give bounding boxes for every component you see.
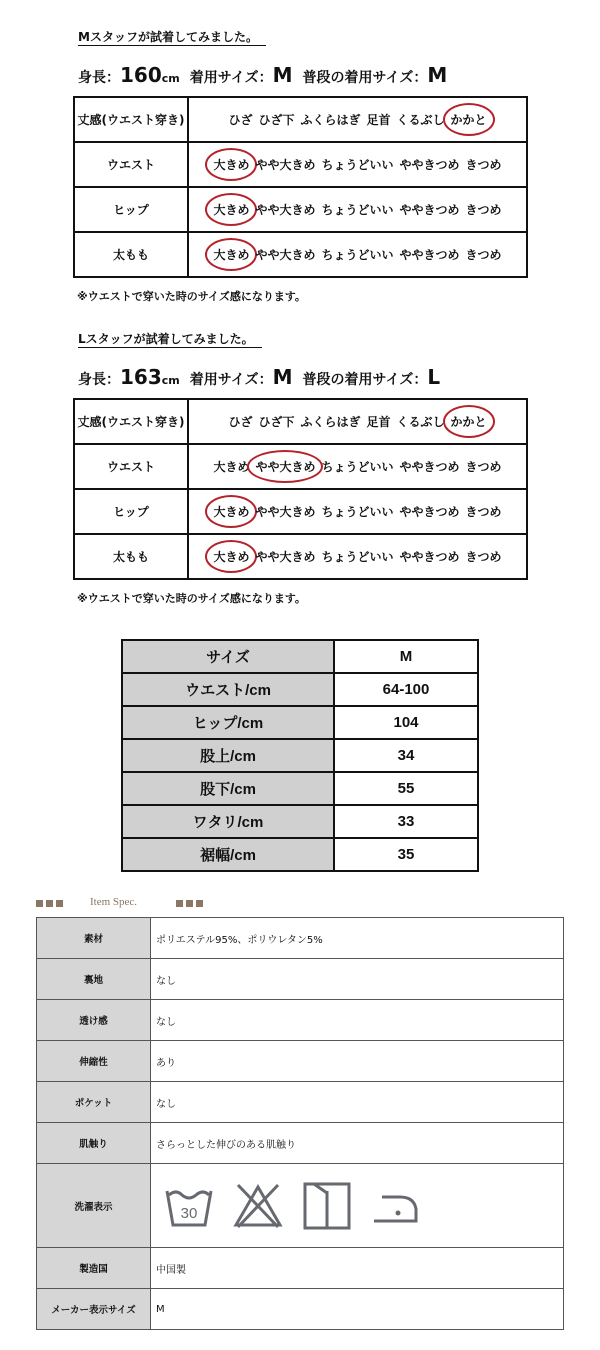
worn-size-label: 着用サイズ： xyxy=(189,372,273,388)
fit-option: やや大きめ xyxy=(255,550,316,564)
spec-row xyxy=(37,1289,564,1330)
spec-row xyxy=(37,959,564,1000)
fit-row-options xyxy=(188,444,527,489)
spec-value: M xyxy=(151,1289,564,1330)
square-icon xyxy=(36,900,43,907)
spec-row xyxy=(37,1041,564,1082)
fit-option: ややきつめ xyxy=(399,158,460,172)
size-table-row xyxy=(123,740,477,773)
fit-option: きつめ xyxy=(465,550,502,564)
spec-value: なし xyxy=(151,1000,564,1041)
fit-row-options xyxy=(188,97,527,142)
size-table-row xyxy=(123,806,477,839)
fit-row-options xyxy=(188,489,527,534)
fit-row-label: 太もも xyxy=(74,534,188,579)
fit-row-label: ウエスト xyxy=(74,142,188,187)
fit-row-label: 太もも xyxy=(74,232,188,277)
spec-row xyxy=(37,1123,564,1164)
usual-size-value: M xyxy=(427,63,448,87)
square-icon xyxy=(56,900,63,907)
height-value: 163 xyxy=(120,365,162,389)
fit-option: ややきつめ xyxy=(399,460,460,474)
spec-key: 裏地 xyxy=(37,959,151,1000)
fit-table-l xyxy=(73,398,528,580)
spec-key: ポケット xyxy=(37,1082,151,1123)
height-value: 160 xyxy=(120,63,162,87)
square-icon xyxy=(46,900,53,907)
size-key: 股下/cm xyxy=(123,773,335,806)
iron-low-icon xyxy=(370,1181,420,1231)
size-table-row xyxy=(123,674,477,707)
worn-size-value: M xyxy=(272,365,293,389)
size-table-row xyxy=(123,707,477,740)
wash-30-icon xyxy=(164,1181,214,1231)
fit-row-options xyxy=(188,187,527,232)
fit-option: ひざ下 xyxy=(258,415,295,429)
fit-row-options xyxy=(188,232,527,277)
size-key: ヒップ/cm xyxy=(123,707,335,740)
spec-key: 素材 xyxy=(37,918,151,959)
fit-option: 足首 xyxy=(366,113,391,127)
staff-l-title: Lスタッフが試着してみました。 xyxy=(78,332,262,348)
fit-row xyxy=(74,399,527,444)
size-value: M xyxy=(335,641,477,674)
fit-option: くるぶし xyxy=(396,415,445,429)
fit-option-selected: 大きめ xyxy=(213,158,250,172)
fit-option: 大きめ xyxy=(213,460,250,474)
spec-key: 肌触り xyxy=(37,1123,151,1164)
item-spec-title: Item Spec. xyxy=(90,896,138,908)
fit-option: くるぶし xyxy=(396,113,445,127)
fit-option: ふくらはぎ xyxy=(300,415,361,429)
fit-option-selected: かかと xyxy=(450,113,487,127)
fit-option: ふくらはぎ xyxy=(300,113,361,127)
fit-option: ややきつめ xyxy=(399,248,460,262)
size-table xyxy=(121,639,479,872)
spec-row xyxy=(37,1082,564,1123)
spec-value: なし xyxy=(151,959,564,1000)
fit-table-m xyxy=(73,96,528,278)
fit-option: ややきつめ xyxy=(399,505,460,519)
worn-size-value: M xyxy=(272,63,293,87)
spec-row-wash xyxy=(37,1164,564,1248)
fit-row xyxy=(74,187,527,232)
size-value: 55 xyxy=(335,773,477,806)
wash-temp-label: 30 xyxy=(180,1204,198,1222)
fit-option: ちょうどいい xyxy=(321,505,394,519)
fit-option: ちょうどいい xyxy=(321,550,394,564)
fit-option-selected: 大きめ xyxy=(213,505,250,519)
size-table-header xyxy=(123,641,477,674)
square-icon xyxy=(196,900,203,907)
fit-option: ひざ xyxy=(228,113,253,127)
no-bleach-icon xyxy=(232,1181,284,1231)
square-icon xyxy=(176,900,183,907)
fit-option-selected: 大きめ xyxy=(213,203,250,217)
spec-key: 製造国 xyxy=(37,1248,151,1289)
size-value: 64-100 xyxy=(335,674,477,707)
wash-icons-cell xyxy=(151,1164,564,1248)
fit-option: ややきつめ xyxy=(399,203,460,217)
fit-option-selected: 大きめ xyxy=(213,248,250,262)
fit-row-label: ヒップ xyxy=(74,187,188,232)
height-label: 身長： xyxy=(78,70,120,86)
fit-option: きつめ xyxy=(465,203,502,217)
fit-row-options xyxy=(188,399,527,444)
size-key: サイズ xyxy=(123,641,335,674)
staff-m-stats xyxy=(78,63,447,87)
usual-size-label: 普段の着用サイズ： xyxy=(302,372,428,388)
fit-row-label: 丈感(ウエスト穿き) xyxy=(74,399,188,444)
fit-row xyxy=(74,534,527,579)
fit-row xyxy=(74,232,527,277)
square-icon xyxy=(186,900,193,907)
size-key: ウエスト/cm xyxy=(123,674,335,707)
fit-option: きつめ xyxy=(465,505,502,519)
fit-row xyxy=(74,489,527,534)
staff-m-title: Mスタッフが試着してみました。 xyxy=(78,30,266,46)
spec-row xyxy=(37,918,564,959)
staff-m-note: ※ウエストで穿いた時のサイズ感になります。 xyxy=(77,290,306,303)
fit-row xyxy=(74,97,527,142)
size-table-row xyxy=(123,839,477,870)
spec-row xyxy=(37,1000,564,1041)
fit-row-label: 丈感(ウエスト穿き) xyxy=(74,97,188,142)
item-spec-table xyxy=(36,917,564,1330)
fit-option: やや大きめ xyxy=(255,158,316,172)
fit-option: ちょうどいい xyxy=(321,203,394,217)
size-value: 35 xyxy=(335,839,477,870)
fit-option: ちょうどいい xyxy=(321,460,394,474)
spec-key: 洗濯表示 xyxy=(37,1164,151,1248)
size-value: 104 xyxy=(335,707,477,740)
fit-option: やや大きめ xyxy=(255,203,316,217)
spec-key: 透け感 xyxy=(37,1000,151,1041)
fit-option: ちょうどいい xyxy=(321,248,394,262)
fit-option: きつめ xyxy=(465,158,502,172)
height-unit: cm xyxy=(161,72,180,85)
item-spec-heading xyxy=(36,895,556,915)
fit-option: やや大きめ xyxy=(255,505,316,519)
fit-option: ややきつめ xyxy=(399,550,460,564)
spec-value: さらっとした伸びのある肌触り xyxy=(151,1123,564,1164)
spec-value: 中国製 xyxy=(151,1248,564,1289)
staff-l-note: ※ウエストで穿いた時のサイズ感になります。 xyxy=(77,592,306,605)
fit-option-selected: 大きめ xyxy=(213,550,250,564)
fit-row-options xyxy=(188,142,527,187)
spec-key: メーカー表示サイズ xyxy=(37,1289,151,1330)
worn-size-label: 着用サイズ： xyxy=(189,70,273,86)
fit-option: ひざ下 xyxy=(258,113,295,127)
fit-option: ひざ xyxy=(228,415,253,429)
fit-row xyxy=(74,142,527,187)
size-value: 34 xyxy=(335,740,477,773)
spec-row xyxy=(37,1248,564,1289)
size-key: 裾幅/cm xyxy=(123,839,335,870)
size-key: 股上/cm xyxy=(123,740,335,773)
spec-value: ポリエステル95%、ポリウレタン5% xyxy=(151,918,564,959)
fit-option-selected: やや大きめ xyxy=(255,460,316,474)
size-key: ワタリ/cm xyxy=(123,806,335,839)
fit-row-label: ウエスト xyxy=(74,444,188,489)
drip-dry-icon xyxy=(302,1181,352,1231)
fit-option: きつめ xyxy=(465,248,502,262)
fit-row-label: ヒップ xyxy=(74,489,188,534)
spec-value: あり xyxy=(151,1041,564,1082)
height-unit: cm xyxy=(161,374,180,387)
height-label: 身長： xyxy=(78,372,120,388)
fit-option: やや大きめ xyxy=(255,248,316,262)
fit-option: 足首 xyxy=(366,415,391,429)
fit-option: ちょうどいい xyxy=(321,158,394,172)
fit-row xyxy=(74,444,527,489)
staff-l-stats xyxy=(78,365,440,389)
fit-option: きつめ xyxy=(465,460,502,474)
usual-size-value: L xyxy=(427,365,441,389)
spec-value: なし xyxy=(151,1082,564,1123)
fit-option-selected: かかと xyxy=(450,415,487,429)
fit-row-options xyxy=(188,534,527,579)
spec-key: 伸縮性 xyxy=(37,1041,151,1082)
size-table-row xyxy=(123,773,477,806)
usual-size-label: 普段の着用サイズ： xyxy=(302,70,428,86)
size-value: 33 xyxy=(335,806,477,839)
